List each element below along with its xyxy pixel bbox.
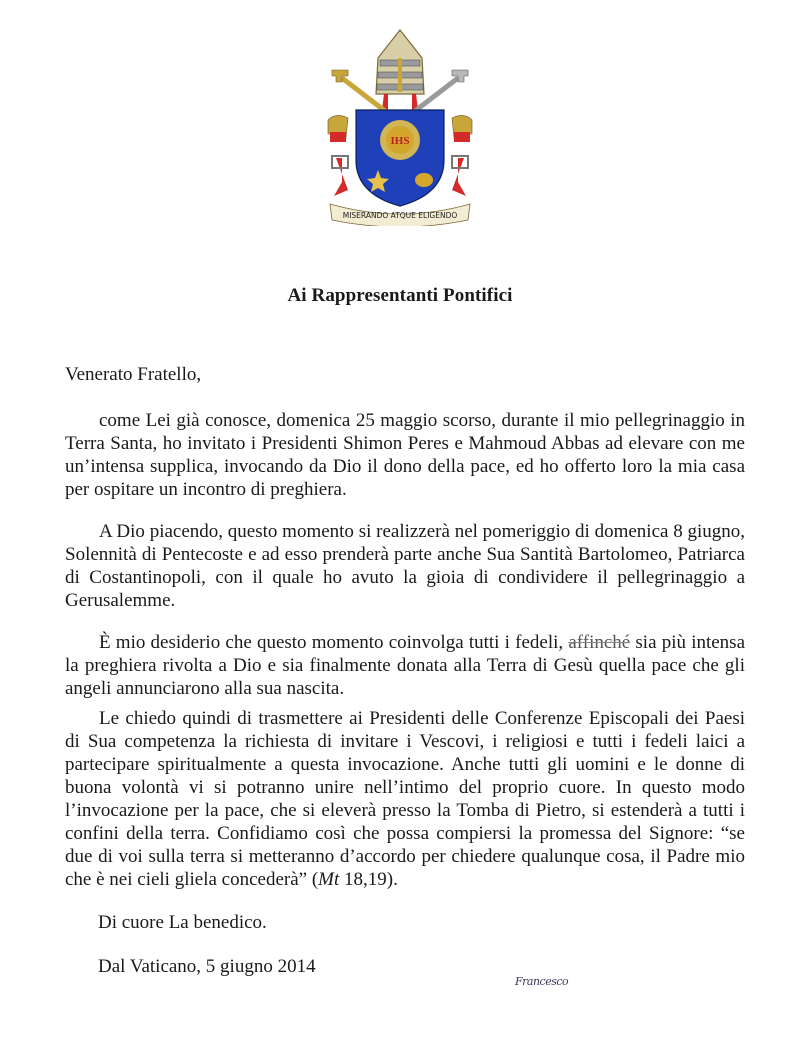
motto-scroll <box>330 204 470 226</box>
closing-line: Di cuore La benedico. <box>98 912 267 933</box>
paragraph-3 <box>65 631 745 700</box>
citation-book: Mt <box>318 869 340 890</box>
sun-icon <box>380 120 420 160</box>
signature: Francesco <box>515 975 569 988</box>
paragraph-4 <box>65 707 745 891</box>
svg-text:IHS: IHS <box>390 135 410 147</box>
svg-text:MISERANDO ATQUE ELIGENDO: MISERANDO ATQUE ELIGENDO <box>342 211 458 220</box>
paragraph-1: come Lei già conosce, domenica 25 maggio scorso, durante il mio pellegrinaggio in Terra Santa, ho invitato i Presidenti Shimon Peres e Mahmoud Abbas ad elevare con me un’intensa supplica, invocando da Dio il dono della pace, ed ho offerto loro la mia casa per ospitare un incontro di preghiera. <box>65 410 745 500</box>
shield-icon <box>356 110 444 206</box>
paragraph-3-text-cont: sia più intensa la preghiera rivolta a Dio e sia finalmente donata alla Terra di Gesù quella pace che gli angeli annunciarono alla sua nascita. <box>65 632 746 699</box>
salutation: Venerato Fratello, <box>65 364 202 385</box>
letter-title: Ai Rappresentanti Pontifici <box>287 285 513 306</box>
citation-ref: 18,19). <box>339 869 398 890</box>
mitre-icon <box>376 30 424 110</box>
papal-coat-of-arms <box>322 28 478 226</box>
handwritten-correction: affinché <box>568 632 631 653</box>
paragraph-2: A Dio piacendo, questo momento si realizzerà nel pomeriggio di domenica 8 giugno, Solennità di Pentecoste e ad esso prenderà parte anche Sua Santità Bartolomeo, Patriarca di Costantinopoli, con il quale ho avuto la gioia di condividere il pellegrinaggio a Gerusalemme. <box>65 521 745 611</box>
paragraph-4-text: Le chiedo quindi di trasmettere ai Presidenti delle Conferenze Episcopali dei Paesi di Sua competenza la richiesta di invitare i Vescovi, i religiosi e tutti i fedeli laici a partecipare spiritualmente a questa invocazione. Anche tutti gli uomini e le donne di buona volontà vi si potranno unire nell’intimo del proprio cuore. In questo modo l’invocazione per la pace, che si eleverà presso la Tomba di Pietro, si estenderà a tutti i confini della terra. Confidiamo così che possa compiersi la promessa del Signore: “se due di voi sulla terra si metteranno d’accordo per chiedere qualunque cosa, il Padre mio che è nei cieli gliela concederà” ( <box>65 708 745 890</box>
dateline: Dal Vaticano, 5 giugno 2014 <box>98 956 316 977</box>
paragraph-3-text: È mio desiderio che questo momento coinvolga tutti i fedeli, <box>99 632 569 653</box>
nard-flower-icon <box>415 173 433 187</box>
